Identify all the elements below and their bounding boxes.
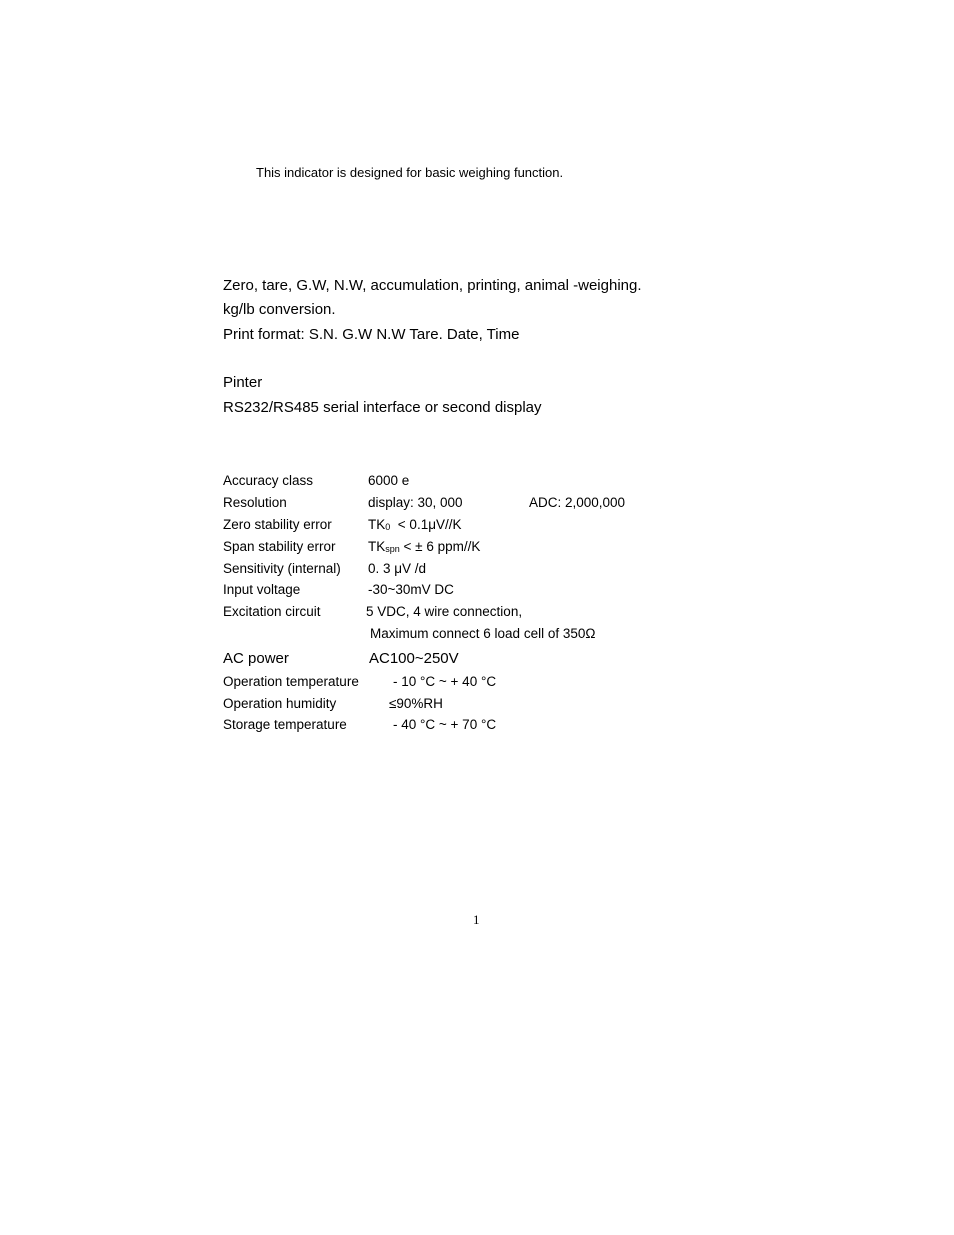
function-line-1: Zero, tare, G.W, N.W, accumulation, printing, animal -weighing. xyxy=(223,277,642,294)
spec-value-excitation: 5 VDC, 4 wire connection, xyxy=(366,604,523,619)
function-line-2: kg/lb conversion. xyxy=(223,301,336,318)
tk-value: < ± 6 ppm//K xyxy=(399,539,481,554)
tk-value: < 0.1μV//K xyxy=(397,517,462,532)
spec-label-zero-stability: Zero stability error xyxy=(223,517,332,532)
page-number: 1 xyxy=(473,912,480,927)
spec-label-excitation: Excitation circuit xyxy=(223,604,321,619)
spec-label-storage-temp: Storage temperature xyxy=(223,717,347,732)
tk-subscript: spn xyxy=(385,544,400,554)
spec-value-op-humidity: ≤90%RH xyxy=(389,696,443,711)
spec-value-storage-temp: - 40 °C ~ + 70 °C xyxy=(393,717,497,732)
spec-label-sensitivity: Sensitivity (internal) xyxy=(223,561,341,576)
spec-label-op-temp: Operation temperature xyxy=(223,674,359,689)
intro-text: This indicator is designed for basic weighing function. xyxy=(256,165,564,180)
spec-value-ac-power: AC100~250V xyxy=(369,650,459,667)
interface-line-1: Pinter xyxy=(223,374,263,391)
spec-value-op-temp: - 10 °C ~ + 40 °C xyxy=(393,674,497,689)
spec-value-resolution: display: 30, 000 xyxy=(368,495,463,510)
spec-value-sensitivity: 0. 3 μV /d xyxy=(368,561,427,576)
tk-subscript: 0 xyxy=(385,522,391,532)
spec-label-input-voltage: Input voltage xyxy=(223,582,301,597)
spec-value-input-voltage: -30~30mV DC xyxy=(368,582,454,597)
spec-value-span-stability xyxy=(368,539,480,554)
tk-prefix: TK xyxy=(368,517,386,532)
spec-label-resolution: Resolution xyxy=(223,495,287,510)
interface-line-2: RS232/RS485 serial interface or second display xyxy=(223,399,542,416)
function-line-3: Print format: S.N. G.W N.W Tare. Date, Time xyxy=(223,326,520,343)
spec-label-op-humidity: Operation humidity xyxy=(223,696,337,711)
spec-value-resolution-adc: ADC: 2,000,000 xyxy=(529,495,626,510)
spec-label-ac-power: AC power xyxy=(223,650,289,667)
spec-label-accuracy: Accuracy class xyxy=(223,473,314,488)
spec-value-zero-stability xyxy=(368,517,462,532)
tk-prefix: TK xyxy=(368,539,386,554)
spec-value-accuracy: 6000 e xyxy=(368,473,410,488)
spec-value-excitation-loadcell: Maximum connect 6 load cell of 350Ω xyxy=(370,626,596,641)
spec-label-span-stability: Span stability error xyxy=(223,539,336,554)
